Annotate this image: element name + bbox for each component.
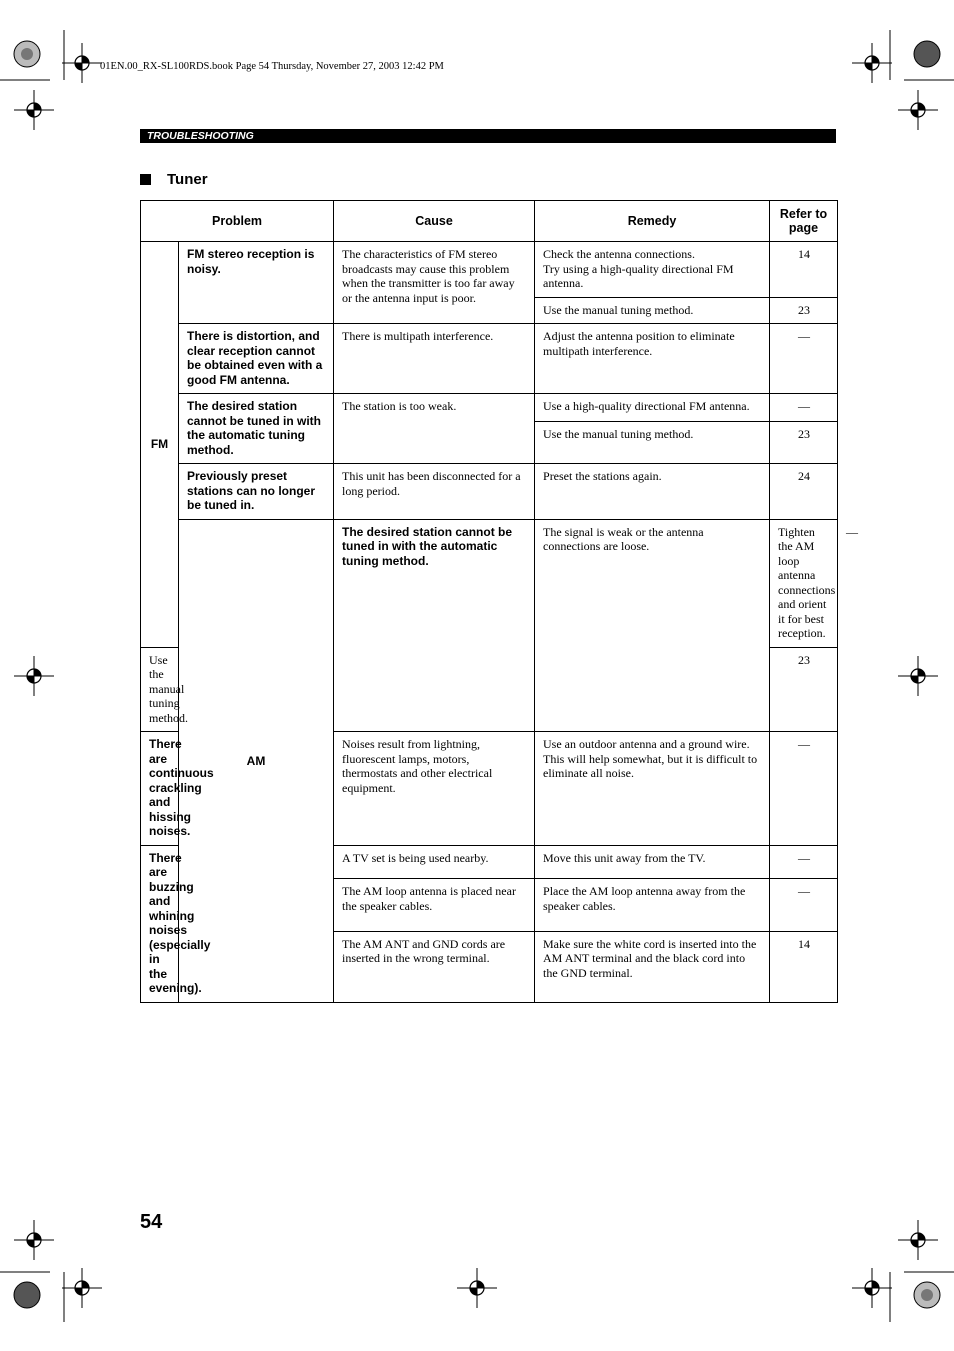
band-am: AM [179,519,334,1002]
problem-cell: Previously preset stations can no longer be tuned in. [179,464,334,520]
remedy-cell: Use the manual tuning method. [535,422,770,464]
file-header: 01EN.00_RX-SL100RDS.book Page 54 Thursday, November 27, 2003 12:42 PM [100,61,444,72]
problem-cell: There are buzzing and whining noises (especially in the evening). [141,845,179,1002]
problem-cell: The desired station cannot be tuned in with the automatic tuning method. [179,394,334,464]
cause-cell: The signal is weak or the antenna connections are loose. [535,519,770,732]
problem-cell: The desired station cannot be tuned in with the automatic tuning method. [334,519,535,732]
ref-cell: 14 [770,931,838,1002]
remedy-cell: Move this unit away from the TV. [535,845,770,879]
remedy-cell: Use the manual tuning method. [535,297,770,324]
cause-cell: This unit has been disconnected for a long period. [334,464,535,520]
ref-cell: — [770,845,838,879]
cause-cell: A TV set is being used nearby. [334,845,535,879]
table-row: AM The desired station cannot be tuned in with the automatic tuning method. The signal is weak or the antenna connections are loose. Tighten the AM loop antenna connections and orient it for best reception. — [141,519,838,647]
header-cause: Cause [334,201,535,242]
ref-cell: 23 [770,422,838,464]
header-remedy: Remedy [535,201,770,242]
page-number: 54 [140,1211,163,1233]
ref-cell: — [770,394,838,422]
remedy-cell: Adjust the antenna position to eliminate multipath interference. [535,324,770,394]
subsection-title: Tuner [167,171,208,188]
remedy-cell: Tighten the AM loop antenna connections and orient it for best reception. [770,519,838,647]
ref-cell: 23 [770,647,838,732]
problem-cell: There are continuous crackling and hissing noises. [141,732,179,846]
remedy-cell: Check the antenna connections. Try using a high-quality directional FM antenna. [535,242,770,298]
remedy-cell: Make sure the white cord is inserted into the AM ANT terminal and the black cord into the GND terminal. [535,931,770,1002]
cause-cell: Noises result from lightning, fluorescent lamps, motors, thermostats and other electrical equipment. [334,732,535,846]
problem-cell: There is distortion, and clear reception cannot be obtained even with a good FM antenna. [179,324,334,394]
cause-cell: There is multipath interference. [334,324,535,394]
cause-cell: The station is too weak. [334,394,535,464]
cause-cell: The AM ANT and GND cords are inserted in the wrong terminal. [334,931,535,1002]
ref-cell: 24 [770,464,838,520]
cause-cell: The AM loop antenna is placed near the speaker cables. [334,879,535,931]
remedy-cell: Use the manual tuning method. [141,647,179,732]
ref-cell: — [770,732,838,846]
ref-cell: — [770,879,838,931]
remedy-cell: Preset the stations again. [535,464,770,520]
cause-cell: The characteristics of FM stereo broadcasts may cause this problem when the transmitter is too far away or the antenna input is poor. [334,242,535,324]
section-title: TROUBLESHOOTING [147,130,254,142]
header-refer-to-page: Refer to page [770,201,838,242]
remedy-cell: Place the AM loop antenna away from the speaker cables. [535,879,770,931]
ref-cell: — [770,324,838,394]
remedy-cell: Use an outdoor antenna and a ground wire. This will help somewhat, but it is difficult to eliminate all noise. [535,732,770,846]
problem-cell: FM stereo reception is noisy. [179,242,334,324]
ref-cell: 14 [770,242,838,298]
band-fm: FM [141,242,179,648]
remedy-cell: Use a high-quality directional FM antenna. [535,394,770,422]
header-problem: Problem [141,201,334,242]
ref-cell: 23 [770,297,838,324]
